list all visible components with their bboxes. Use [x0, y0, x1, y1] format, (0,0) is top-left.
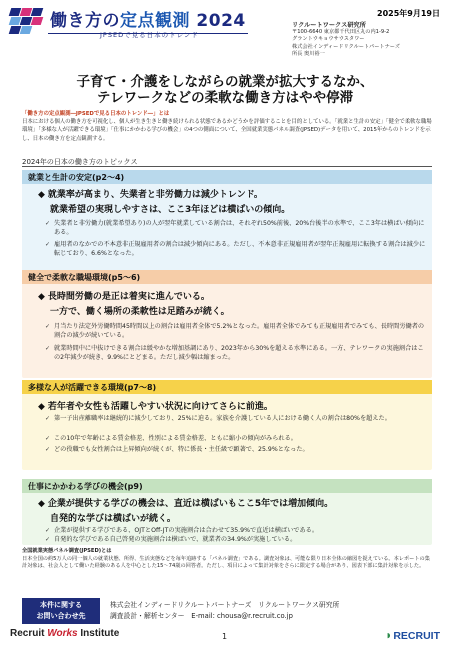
report-subtitle: JPSEDで見る日本のトレンド	[100, 31, 199, 39]
section-item: ✓ 雇用者のなかでの不本意非正規雇用者の割合は減少傾向にある。ただし、不本意非正規雇用者が翌年正規雇用に転換する割合は減少に転じており、6.6%となった。	[54, 240, 426, 258]
contact-label: 本件に関する お問い合わせ先	[22, 598, 100, 624]
jpsed-note-body: 日本全国の約5万人の同一個人の就業状態、所得、生活実態などを毎年追跡する「パネル調査」である。調査対象は、可能な限り日本全体の縮図を捉えている。本レポートの集計対象は、社会人として働いた経験のある人を中心とした15～74歳の回答者。ただし、項目によって集計対象をさらに限定する場合があり、図表下部に集計対象を示した。	[22, 555, 430, 570]
section-main-point: ◆ 就業率が高まり、失業者と非労働力は減少トレンド。	[38, 190, 263, 200]
section-main-point: ◆ 企業が提供する学びの機会は、直近は横ばいもここ5年では増加傾向。	[38, 499, 334, 509]
org-director: 所長 奥川裕一	[292, 50, 325, 57]
org-address: 〒100-6640 東京都千代田区丸の内1-9-2	[292, 29, 390, 36]
contact-info	[110, 600, 339, 622]
section-header-diversity: 多様な人が活躍できる環境(p7～8)	[22, 380, 432, 394]
section-item: ✓ 失業者と非労働力(就業希望あり)の人が翌年就業している割合は、それぞれ50%前後、20%台後半の水準で、ここ3年は横ばい傾向にある。	[54, 219, 426, 237]
works-institute-logo: Recruit Works Institute	[10, 628, 120, 639]
section-item: ✓ 企業が提供する学びである、OJTとOff-JTの実施割合は合わせて35.9%で直近は横ばいである。	[54, 526, 426, 535]
contact-email[interactable]: 調査設計・解析センター E-mail: chousa@r.recruit.co.jp	[110, 612, 293, 620]
org-company: 株式会社インディードリクルートパートナーズ	[292, 43, 400, 50]
section-item: ✓ 就業時間中に中抜けできる割合は緩やかな増加基調にあり、2023年から30%を超える水準にある。一方、テレワークの実施割合はこの2年減少が続き、9.9%にとどまる。ただし減少幅は縮まった。	[54, 344, 426, 362]
contact-org: 株式会社インディードリクルートパートナーズ リクルートワークス研究所	[110, 601, 340, 609]
section-item: ✓ どの役職でも女性割合は上昇傾向が続くが、特に係長・主任級で顕著で、25.9%となった。	[54, 445, 426, 454]
main-headline: 子育て・介護をしながらの就業が拡大するなか、 テレワークなどの柔軟な働き方はやや停滞	[76, 74, 374, 106]
recruit-mark-icon: ◗	[385, 628, 393, 642]
logo-mosaic-icon	[10, 8, 42, 38]
report-title: 働き方の定点観測 2024	[50, 11, 246, 31]
section-sub-point: 自発的な学びは横ばいが続く。	[50, 514, 176, 524]
jpsed-note-title: 全国就業実態パネル調査(JPSED)とは	[22, 548, 112, 554]
section-main-point: ◆ 長時間労働の是正は着実に進んでいる。	[38, 292, 210, 302]
section-header-learning: 仕事にかかわる学びの機会(p9)	[22, 479, 432, 493]
section-item: ✓ この10年で年齢による賃金格差、性別による賃金格差、ともに縮小の傾向がみられる。	[54, 434, 426, 443]
org-name: リクルートワークス研究所	[292, 22, 366, 29]
section-sub-point: 一方で、働く場所の柔軟性は足踏みが続く。	[50, 307, 230, 317]
section-header-workplace: 健全で柔軟な職場環境(p5～6)	[22, 270, 432, 284]
publish-date: 2025年9月19日	[377, 9, 440, 18]
page-number: 1	[222, 632, 228, 641]
recruit-logo: ◗RECRUIT	[385, 628, 440, 642]
section-item: ✓ 第一子出産離職率は継続的に減少しており、25%に迫る。家族を介護している人における働く人の割合は80%を超えた。	[54, 414, 426, 423]
section-sub-point: 就業希望の実現しやすさは、ここ3年ほどは横ばいの傾向。	[50, 205, 291, 215]
jpsed-note	[22, 548, 432, 571]
section-item: ✓ 自発的な学びである自己啓発の実施割合は横ばいで、就業者の34.9%が実施している。	[54, 535, 426, 544]
section-item: ✓ 月当たり法定外労働時間45時間以上の割合は雇用者全体で5.2%となった。雇用者全体でみても正規雇用者でみても、長時間労働者の割合の減少が続いている。	[54, 322, 426, 340]
org-building: グラントウキョウサウスタワー	[292, 36, 365, 43]
section-header-stability: 就業と生計の安定(p2～4)	[22, 170, 432, 184]
intro-lead: 「働き方の定点観測―JPSEDで見る日本のトレンド―」とは	[22, 111, 170, 117]
section-main-point: ◆ 若年者や女性も活躍しやすい状況に向けてさらに前進。	[38, 402, 273, 412]
topics-divider	[22, 166, 432, 167]
topics-title: 2024年の日本の働き方のトピックス	[22, 158, 138, 166]
org-block	[292, 22, 400, 58]
intro-body: 日本における個人の働き方を可視化し、個人が生き生きと働き続けられる状態であるかどうかを評価することを目的としている。「就業と生計の安定」「健全で柔軟な職場環境」「多様な人が活躍できる環境」「仕事にかかわる学びの機会」の4つの側面について、全国就業実態パネル調査(JPSED)データを用いて、2015年からのトレンドを示し、日本の働き方を定点観測する。	[22, 119, 432, 142]
intro-paragraph	[22, 110, 432, 143]
